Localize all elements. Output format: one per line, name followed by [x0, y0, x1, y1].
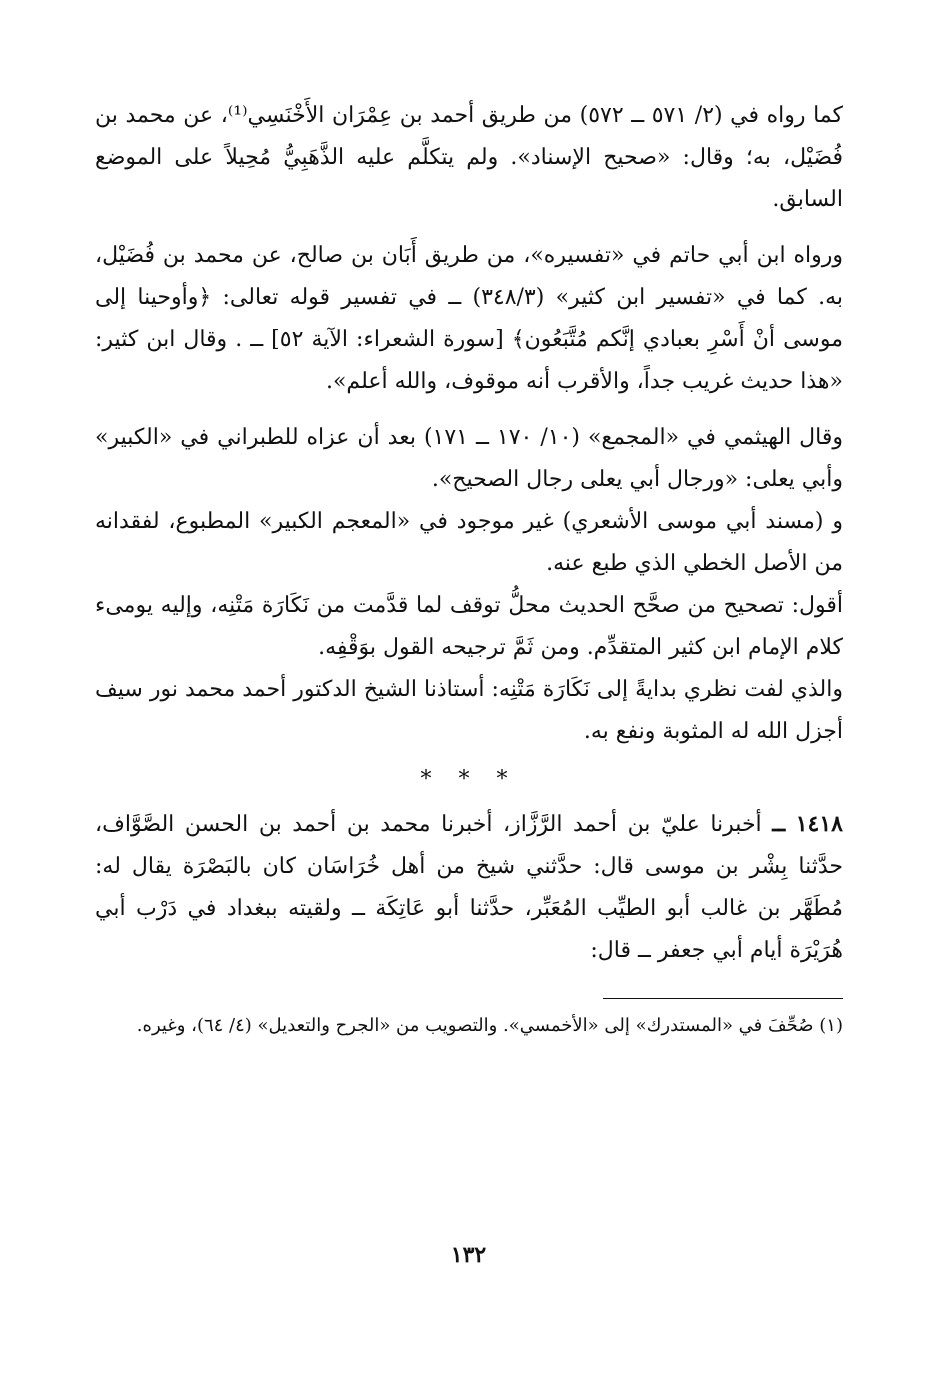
paragraph-4: و (مسند أبي موسى الأشعري) غير موجود في «المعجم الكبير» المطبوع، لفقدانه من الأصل الخطي الذي طبع عنه.	[95, 509, 843, 576]
paragraph-3: وقال الهيثمي في «المجمع» (١٠/ ١٧٠ ــ ١٧١) بعد أن عزاه للطبراني في «الكبير» وأبي يعلى: «ورجال أبي يعلى رجال الصحيح».	[95, 425, 843, 492]
hadith-text: أخبرنا عليّ بن أحمد الرَّزَّاز، أخبرنا محمد بن أحمد بن الحسن الصَّوَّاف، حدَّثنا بِشْر بن موسى قال: حدَّثني شيخ من أهل خُرَاسَان كان بالبَصْرَة يقال له: مُطَهَّر بن غالب أبو الطيِّب المُعَبِّر، حدَّثنا أبو عَاتِكَة ــ ولقيته ببغداد في دَرْب أبي هُرَيْرَة أيام أبي جعفر ــ قال:	[95, 812, 844, 963]
footnote-divider	[603, 998, 843, 999]
page-number: ١٣٢	[450, 1242, 487, 1268]
page-body	[95, 95, 843, 1043]
footnote: (١) صُحِّفَ في «المستدرك» إلى «الأخمسي». والتصويب من «الجرح والتعديل» (٤/ ٦٤)، وغيره.	[136, 1015, 843, 1036]
paragraph-6: والذي لفت نظري بدايةً إلى نَكَارَة مَتْنِه: أستاذنا الشيخ الدكتور أحمد محمد نور سيف أجزل الله له المثوبة ونفع به.	[95, 677, 843, 744]
hadith-dash: ــ	[772, 811, 786, 837]
paragraph-1: كما رواه في (٢/ ٥٧١ ــ ٥٧٢) من طريق أحمد بن عِمْرَان الأَخْنَسِي⁽¹⁾، عن محمد بن فُضَيْل، به؛ وقال: «صحيح الإسناد». ولم يتكلَّم عليه الذَّهَبِيُّ مُحِيلاً على الموضع السابق.	[95, 103, 843, 212]
hadith-number: ١٤١٨	[795, 811, 843, 837]
hadith-paragraph	[95, 803, 843, 972]
paragraph-5: أقول: تصحيح من صحَّح الحديث محلُّ توقف لما قدَّمت من نَكَارَة مَتْنِه، وإليه يومىء كلام الإمام ابن كثير المتقدِّم. ومن ثَمَّ ترجيحه القول بوَقْفِه.	[95, 593, 843, 660]
section-separator: * * *	[420, 767, 518, 792]
paragraph-2: ورواه ابن أبي حاتم في «تفسيره»، من طريق أَبَان بن صالح، عن محمد بن فُضَيْل، به. كما في «تفسير ابن كثير» (٣٤٨/٣) ــ في تفسير قوله تعالى: ﴿وأوحينا إلى موسى أنْ أَسْرِ بعبادي إنَّكم مُتَّبَعُون﴾ [سورة الشعراء: الآية ٥٢] ــ . وقال ابن كثير: «هذا حديث غريب جداً، والأقرب أنه موقوف، والله أعلم».	[95, 243, 843, 394]
